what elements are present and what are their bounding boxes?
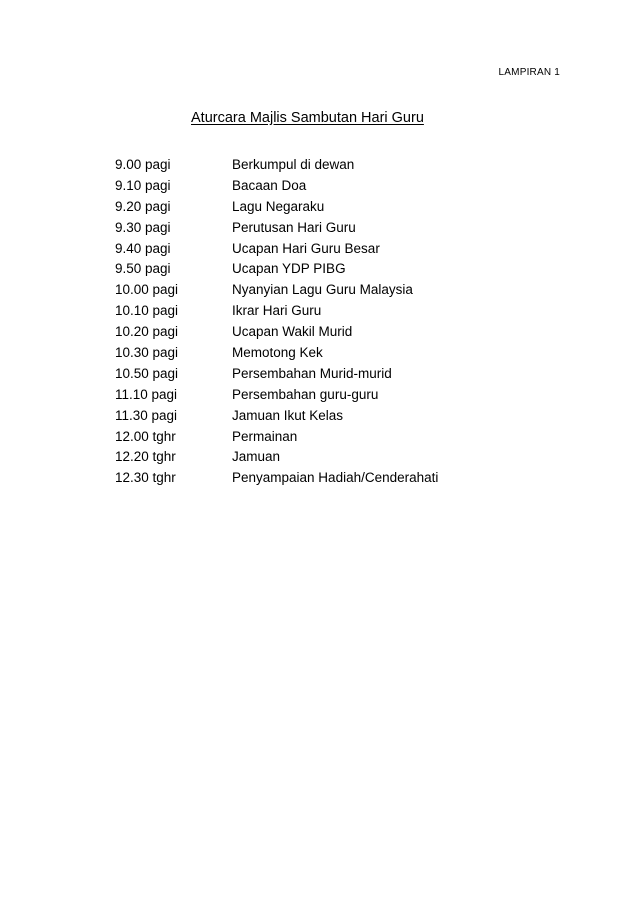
- schedule-activity: Ikrar Hari Guru: [232, 303, 322, 319]
- schedule-time: 9.10 pagi: [115, 177, 171, 193]
- schedule-time: 11.30 pagi: [115, 407, 178, 423]
- schedule-time: 9.40 pagi: [115, 240, 171, 256]
- schedule-time: 12.00 tghr: [115, 428, 176, 444]
- schedule-time: 10.30 pagi: [115, 344, 179, 360]
- schedule-activity: Memotong Kek: [232, 344, 323, 360]
- schedule-row: [115, 175, 438, 196]
- page-title: Aturcara Majlis Sambutan Hari Guru: [191, 110, 424, 126]
- schedule-activity: Perutusan Hari Guru: [232, 219, 356, 235]
- schedule-time: 9.00 pagi: [115, 156, 171, 172]
- schedule-activity: Ucapan Hari Guru Besar: [232, 240, 380, 256]
- schedule-row: [115, 238, 438, 259]
- schedule-row: [115, 405, 438, 426]
- schedule-row: [115, 384, 438, 405]
- schedule-row: [115, 467, 438, 488]
- schedule-row: [115, 426, 438, 447]
- schedule-activity: Persembahan Murid-murid: [232, 365, 392, 381]
- schedule-activity: Bacaan Doa: [232, 177, 307, 193]
- schedule-row: [115, 217, 438, 238]
- schedule-time: 10.20 pagi: [115, 324, 179, 340]
- schedule-time: 10.50 pagi: [115, 365, 179, 381]
- schedule-row: [115, 342, 438, 363]
- schedule-time: 12.20 tghr: [115, 449, 176, 465]
- schedule-row: [115, 363, 438, 384]
- schedule-row: [115, 196, 438, 217]
- schedule-row: [115, 258, 438, 279]
- appendix-label: LAMPIRAN 1: [498, 67, 560, 78]
- schedule-list: [115, 154, 438, 488]
- schedule-time: 9.50 pagi: [115, 261, 171, 277]
- schedule-activity: Penyampaian Hadiah/Cenderahati: [232, 470, 439, 486]
- schedule-activity: Permainan: [232, 428, 298, 444]
- schedule-time: 10.10 pagi: [115, 303, 179, 319]
- schedule-activity: Lagu Negaraku: [232, 198, 325, 214]
- schedule-time: 11.10 pagi: [115, 386, 178, 402]
- schedule-time: 9.30 pagi: [115, 219, 171, 235]
- schedule-activity: Nyanyian Lagu Guru Malaysia: [232, 282, 413, 298]
- schedule-time: 12.30 tghr: [115, 470, 176, 486]
- schedule-activity: Jamuan Ikut Kelas: [232, 407, 344, 423]
- schedule-activity: Berkumpul di dewan: [232, 156, 355, 172]
- schedule-activity: Ucapan Wakil Murid: [232, 324, 353, 340]
- schedule-row: [115, 154, 438, 175]
- schedule-row: [115, 446, 438, 467]
- schedule-row: [115, 279, 438, 300]
- schedule-row: [115, 300, 438, 321]
- schedule-activity: Persembahan guru-guru: [232, 386, 379, 402]
- schedule-time: 10.00 pagi: [115, 282, 179, 298]
- schedule-activity: Jamuan: [232, 449, 281, 465]
- schedule-activity: Ucapan YDP PIBG: [232, 261, 346, 277]
- schedule-time: 9.20 pagi: [115, 198, 171, 214]
- schedule-row: [115, 321, 438, 342]
